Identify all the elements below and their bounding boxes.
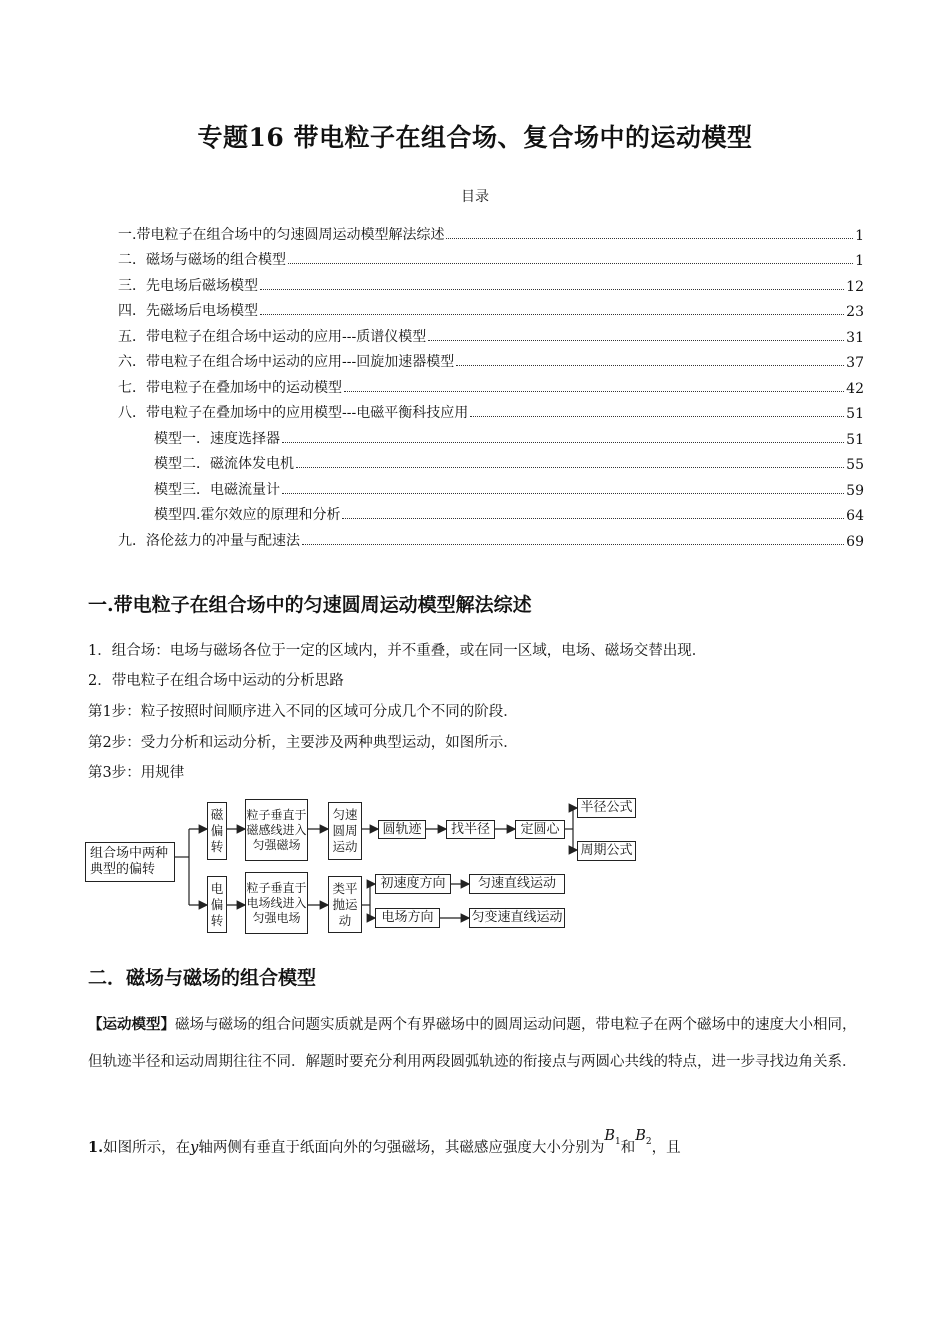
- toc-entry[interactable]: 三．先电场后磁场模型 12: [118, 277, 864, 295]
- section-1-line: 第3步：用规律: [88, 765, 185, 781]
- toc-entry[interactable]: 五．带电粒子在组合场中运动的应用---质谱仪模型 31: [118, 328, 864, 346]
- symbol-b1: $B_1$: [604, 1128, 621, 1147]
- find-radius-box: 找半径: [446, 820, 495, 839]
- toc-subentry[interactable]: 模型二．磁流体发电机 55: [154, 456, 864, 473]
- problem-text: 轴两侧有垂直于纸面向外的匀强磁场，其磁感应强度大小分别为: [198, 1140, 605, 1156]
- problem-text: ，且: [651, 1140, 681, 1156]
- toc-entry[interactable]: 七．带电粒子在叠加场中的运动模型 42: [118, 379, 864, 397]
- circle-track-box: 圆轨迹: [378, 820, 426, 839]
- deflection-flow-diagram: [85, 795, 645, 935]
- initial-velocity-direction-box: 初速度方向: [375, 874, 451, 894]
- electric-condition-box: 粒子垂直于电场线进入匀强电场: [245, 872, 308, 934]
- toc-entry[interactable]: 六．带电粒子在组合场中运动的应用---回旋加速器模型 37: [118, 354, 864, 371]
- problem-text: 和: [620, 1140, 636, 1156]
- electric-deflection-box: 电偏转: [207, 876, 227, 933]
- problem-number: 1.: [88, 1139, 104, 1156]
- projectile-like-motion-box: 类平抛运动: [328, 876, 362, 933]
- toc-entry[interactable]: 一.带电粒子在组合场中的匀速圆周运动模型解法综述 1: [118, 226, 864, 244]
- toc-subentry[interactable]: 模型一．速度选择器 51: [154, 430, 864, 448]
- toc-entry[interactable]: 九．洛伦兹力的冲量与配速法 69: [118, 532, 864, 550]
- accelerated-linear-motion-box: 匀变速直线运动: [469, 908, 565, 928]
- section-1-line: 第1步：粒子按照时间顺序进入不同的区域可分成几个不同的阶段．: [88, 704, 518, 720]
- uniform-circular-motion-box: 匀速圆周运动: [328, 802, 362, 860]
- section-1-line: 2．带电粒子在组合场中运动的分析思路: [88, 673, 344, 689]
- section-1-line: 1．组合场：电场与磁场各位于一定的区域内，并不重叠，或在同一区域，电场、磁场交替出现．: [88, 643, 707, 659]
- table-of-contents: [118, 218, 864, 550]
- toc-entry[interactable]: 二．磁场与磁场的组合模型 1: [118, 252, 864, 269]
- diagram-root-box: 组合场中两种典型的偏转: [85, 842, 175, 882]
- toc-subentry[interactable]: 模型四.霍尔效应的原理和分析 64: [154, 507, 864, 524]
- field-direction-box: 电场方向: [375, 908, 440, 928]
- model-description: [88, 1007, 864, 1080]
- find-center-box: 定圆心: [515, 820, 565, 839]
- section-1-heading: 一.带电粒子在组合场中的匀速圆周运动模型解法综述: [88, 594, 532, 616]
- period-formula-box: 周期公式: [577, 841, 636, 861]
- symbol-b2: $B_2$: [635, 1128, 652, 1147]
- section-2-heading: 二．磁场与磁场的组合模型: [88, 967, 317, 989]
- magnetic-deflection-box: 磁偏转: [207, 802, 227, 860]
- toc-entry[interactable]: 八．带电粒子在叠加场中的应用模型---电磁平衡科技应用 51: [118, 405, 864, 422]
- toc-entry[interactable]: 四．先磁场后电场模型 23: [118, 303, 864, 320]
- magnetic-condition-box: 粒子垂直于磁感线进入匀强磁场: [245, 799, 308, 861]
- toc-heading: 目录: [461, 189, 489, 205]
- model-text: 磁场与磁场的组合问题实质就是两个有界磁场中的圆周运动问题，带电粒子在两个磁场中的速度大小相同，但轨迹半径和运动周期往往不同．解题时要充分利用两段圆弧轨迹的衔接点与两圆心共线的特点，进一步寻找边角关系．: [88, 1017, 857, 1070]
- problem-text: 如图所示，在: [103, 1140, 191, 1156]
- problem-1: [88, 1128, 864, 1169]
- radius-formula-box: 半径公式: [577, 798, 636, 818]
- axis-symbol: y: [190, 1140, 199, 1156]
- section-1-line: 第2步：受力分析和运动分析，主要涉及两种典型运动，如图所示．: [88, 735, 518, 751]
- document-title: 专题16 带电粒子在组合场、复合场中的运动模型: [197, 123, 753, 152]
- toc-subentry[interactable]: 模型三．电磁流量计 59: [154, 481, 864, 499]
- uniform-linear-motion-box: 匀速直线运动: [469, 874, 565, 894]
- model-label: 【运动模型】: [88, 1016, 175, 1033]
